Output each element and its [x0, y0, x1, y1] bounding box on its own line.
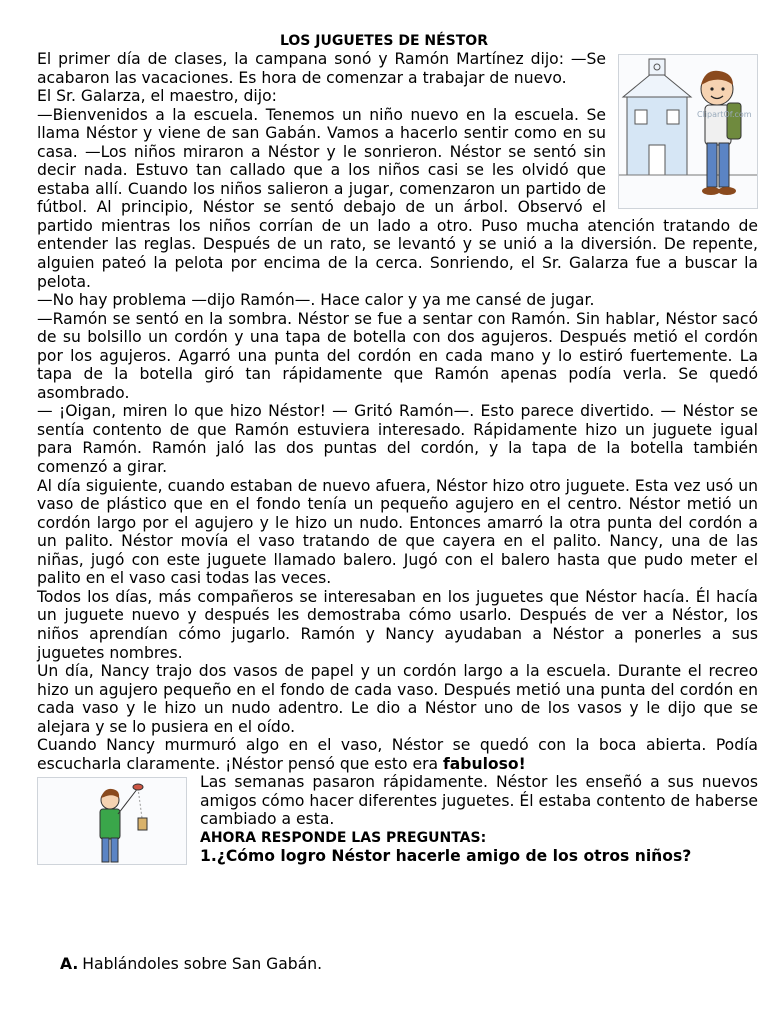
paragraph: Al día siguiente, cuando estaban de nuevo afuera, Néstor hizo otro juguete. Esta vez usó un vaso de plástico que en el fondo tenía un pequeño agujero en el centro. Néstor metió un cordón largo por el agujero y le hizo un nudo. Entonces amarró la otra punta del cordón a un palito. Néstor movía el vaso tratando de que cayera en el palito. Nancy, una de las niñas, jugó con este juguete llamado balero. Jugó con el balero hasta que pudo meter el palito en el vaso casi todas las veces. — [37, 476, 758, 588]
string-toy-illustration — [37, 777, 187, 865]
story-title: LOS JUGUETES DE NÉSTOR — [279, 33, 488, 49]
paragraph: Todos los días, más compañeros se interesaban en los juguetes que Néstor hacía. Él hacía un juguete nuevo y después les demostraba cómo usarlo. Después de ver a Néstor, los niños aprendían cómo jugarlo. Ramón y Nancy ayudaban a Néstor a ponerles a sus juguetes nombres. — [37, 587, 758, 662]
story-body — [37, 50, 758, 865]
paragraph: —Ramón se sentó en la sombra. Néstor se fue a sentar con Ramón. Sin hablar, Néstor sacó de su bolsillo un cordón y una tapa de botella con dos agujeros. Después metió el cordón por los agujeros. Agarró una punta del cordón en cada mano y lo estiró fuertemente. La tapa de la botella giró tan rápidamente que Ramón apenas podía verla. Se quedó asombrado. — [37, 309, 758, 402]
paragraph: —No hay problema —dijo Ramón—. Hace calor y ya me cansé de jugar. — [37, 291, 595, 310]
paragraph: Un día, Nancy trajo dos vasos de papel y un cordón largo a la escuela. Durante el recreo hizo un agujero pequeño en el fondo de cada vaso. Después metió una punta del cordón en cada vaso y le hizo un nudo adentro. Le dio a Néstor uno de los vasos y le dijo que se alejara y se lo pusiera en el oído. — [37, 662, 758, 736]
last-paragraph-end: Las semanas pasaron rápidamente. Néstor les enseñó a sus nuevos amigos cómo hacer diferentes juguetes. Él estaba contento de haberse cambiado a esta. — [200, 773, 759, 829]
bold-word: fabuloso! — [443, 754, 526, 773]
questions-heading: AHORA RESPONDE LAS PREGUNTAS: — [200, 829, 487, 846]
question-1: 1.¿Cómo logro Néstor hacerle amigo de los otros niños? — [200, 846, 692, 865]
schoolboy-illustration — [618, 54, 758, 209]
answer-option-a[interactable] — [60, 955, 322, 973]
paragraph: — ¡Oigan, miren lo que hizo Néstor! — Gritó Ramón—. Esto parece divertido. — Néstor se sentía contento de que Ramón estuviera interesado. Rápidamente hizo un juguete igual para Ramón. Ramón jaló las dos puntas del cordón, y la tapa de la botella también comenzó a girar. — [37, 402, 758, 477]
last-paragraph-start: Cuando Nancy murmuró algo en el vaso, Néstor se quedó con la boca abierta. Podía escucharla claramente. ¡Néstor pensó que esto era — [37, 736, 758, 773]
option-letter: A. — [60, 955, 79, 973]
option-text: Hablándoles sobre San Gabán. — [82, 955, 323, 973]
watermark-text: ClipartOf.com — [697, 110, 752, 119]
paragraph: —Bienvenidos a la escuela. Tenemos un niño nuevo en la escuela. Se llama Néstor y viene de san Gabán. Vamos a hacerlo sentir como en su casa. —Los niños miraron a Néstor y le sonrieron. Néstor se sentó sin decir nada. Estuvo tan callado que a los niños casi se les olvidó que estaba allí. Cuando los niños salieron a jugar, comenzaron un partido de fútbol. Al principio, Néstor se sentó debajo de un árbol. Observó el partido mientras los niños corrían de un lado a otro. Puso mucha atención tratando de entender las reglas. Después de un rato, se levantó y se unió a la diversión. De repente, alguien pateó la pelota por encima de la cerca. Sonriendo, el Sr. Galarza fue a buscar la pelota. — [37, 105, 758, 291]
paragraph: El primer día de clases, la campana sonó y Ramón Martínez dijo: —Se acabaron las vacaciones. Es hora de comenzar a trabajar de nuevo. — [37, 50, 606, 87]
last-paragraph — [37, 736, 758, 773]
paragraph: El Sr. Galarza, el maestro, dijo: — [37, 87, 277, 106]
